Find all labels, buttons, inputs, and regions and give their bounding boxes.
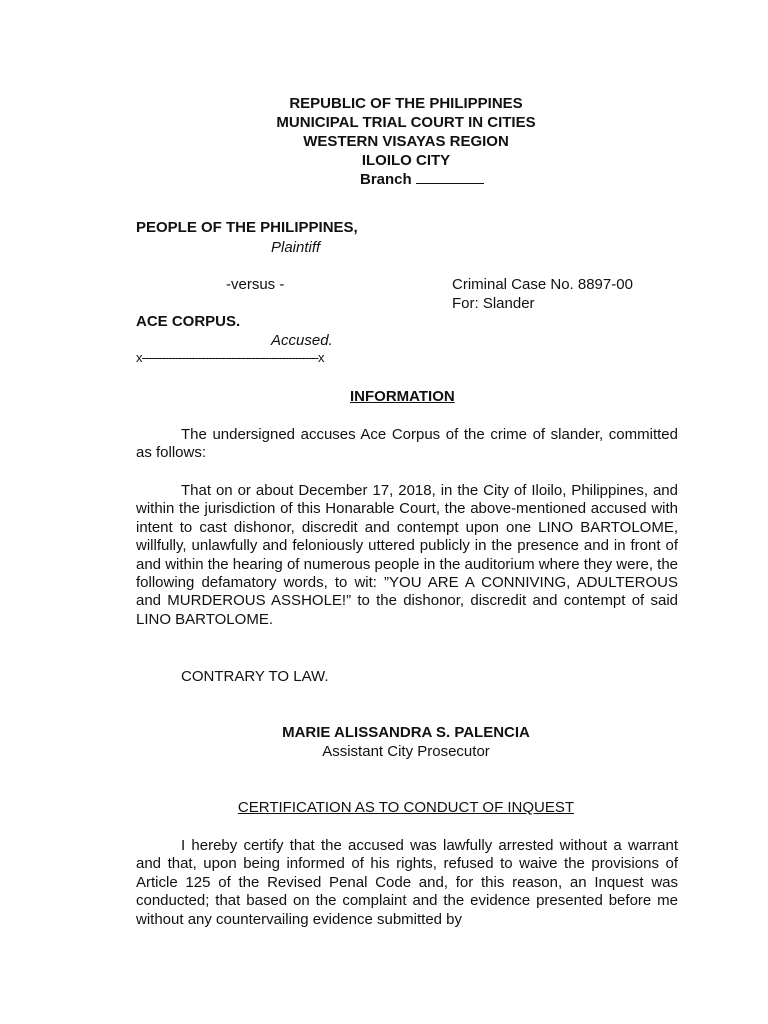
versus-label: -versus -: [226, 276, 285, 293]
header-line-region: WESTERN VISAYAS REGION: [303, 133, 509, 150]
accused-role: Accused.: [271, 332, 333, 349]
case-number: Criminal Case No. 8897-00: [452, 276, 633, 293]
signatory-name: MARIE ALISSANDRA S. PALENCIA: [282, 724, 530, 741]
certification-title: CERTIFICATION AS TO CONDUCT OF INQUEST: [237, 799, 575, 816]
information-title: INFORMATION: [350, 388, 455, 405]
header-line-republic: REPUBLIC OF THE PHILIPPINES: [289, 95, 523, 112]
accused-name: ACE CORPUS.: [136, 313, 241, 330]
certification-body: I hereby certify that the accused was lawfully arrested without a warrant and that, upon being informed of his rights, refused to waive the provisions of Article 125 of the Revised Penal Code and, for this reason, an Inquest was conducted; that based on the complaint and the evidence presented before me without any countervailing evidence submitted by: [136, 837, 678, 928]
header-line-court: MUNICIPAL TRIAL COURT IN CITIES: [276, 114, 536, 131]
plaintiff-name: PEOPLE OF THE PHILIPPINES,: [136, 219, 358, 236]
caption-separator: x-----------------------------------------------------x: [136, 350, 324, 365]
information-body: That on or about December 17, 2018, in the City of Iloilo, Philippines, and within the jurisdiction of this Honarable Court, the above-mentioned accused with intent to cast dishonor, discredit and contempt upon one LINO BARTOLOME, willfully, unlawfully and feloniously uttered publicly in the presence and in front of and within the hearing of numerous people in the auditorium where they were, the following defamatory words, to wit: ”YOU ARE A CONNIVING, ADULTEROUS and MURDEROUS ASSHOLE!” to the dishonor, discredit and contempt of said LINO BARTOLOME.: [136, 482, 678, 628]
case-offense: For: Slander: [452, 295, 535, 312]
branch-label: Branch: [360, 171, 412, 188]
information-intro: The undersigned accuses Ace Corpus of the crime of slander, committed as follows:: [136, 426, 678, 462]
branch-blank-line: [416, 171, 484, 184]
contrary-to-law: CONTRARY TO LAW.: [181, 668, 329, 685]
header-branch: [360, 171, 484, 188]
header-line-city: ILOILO CITY: [361, 152, 451, 169]
signatory-title: Assistant City Prosecutor: [322, 743, 490, 760]
plaintiff-role: Plaintiff: [271, 239, 321, 256]
